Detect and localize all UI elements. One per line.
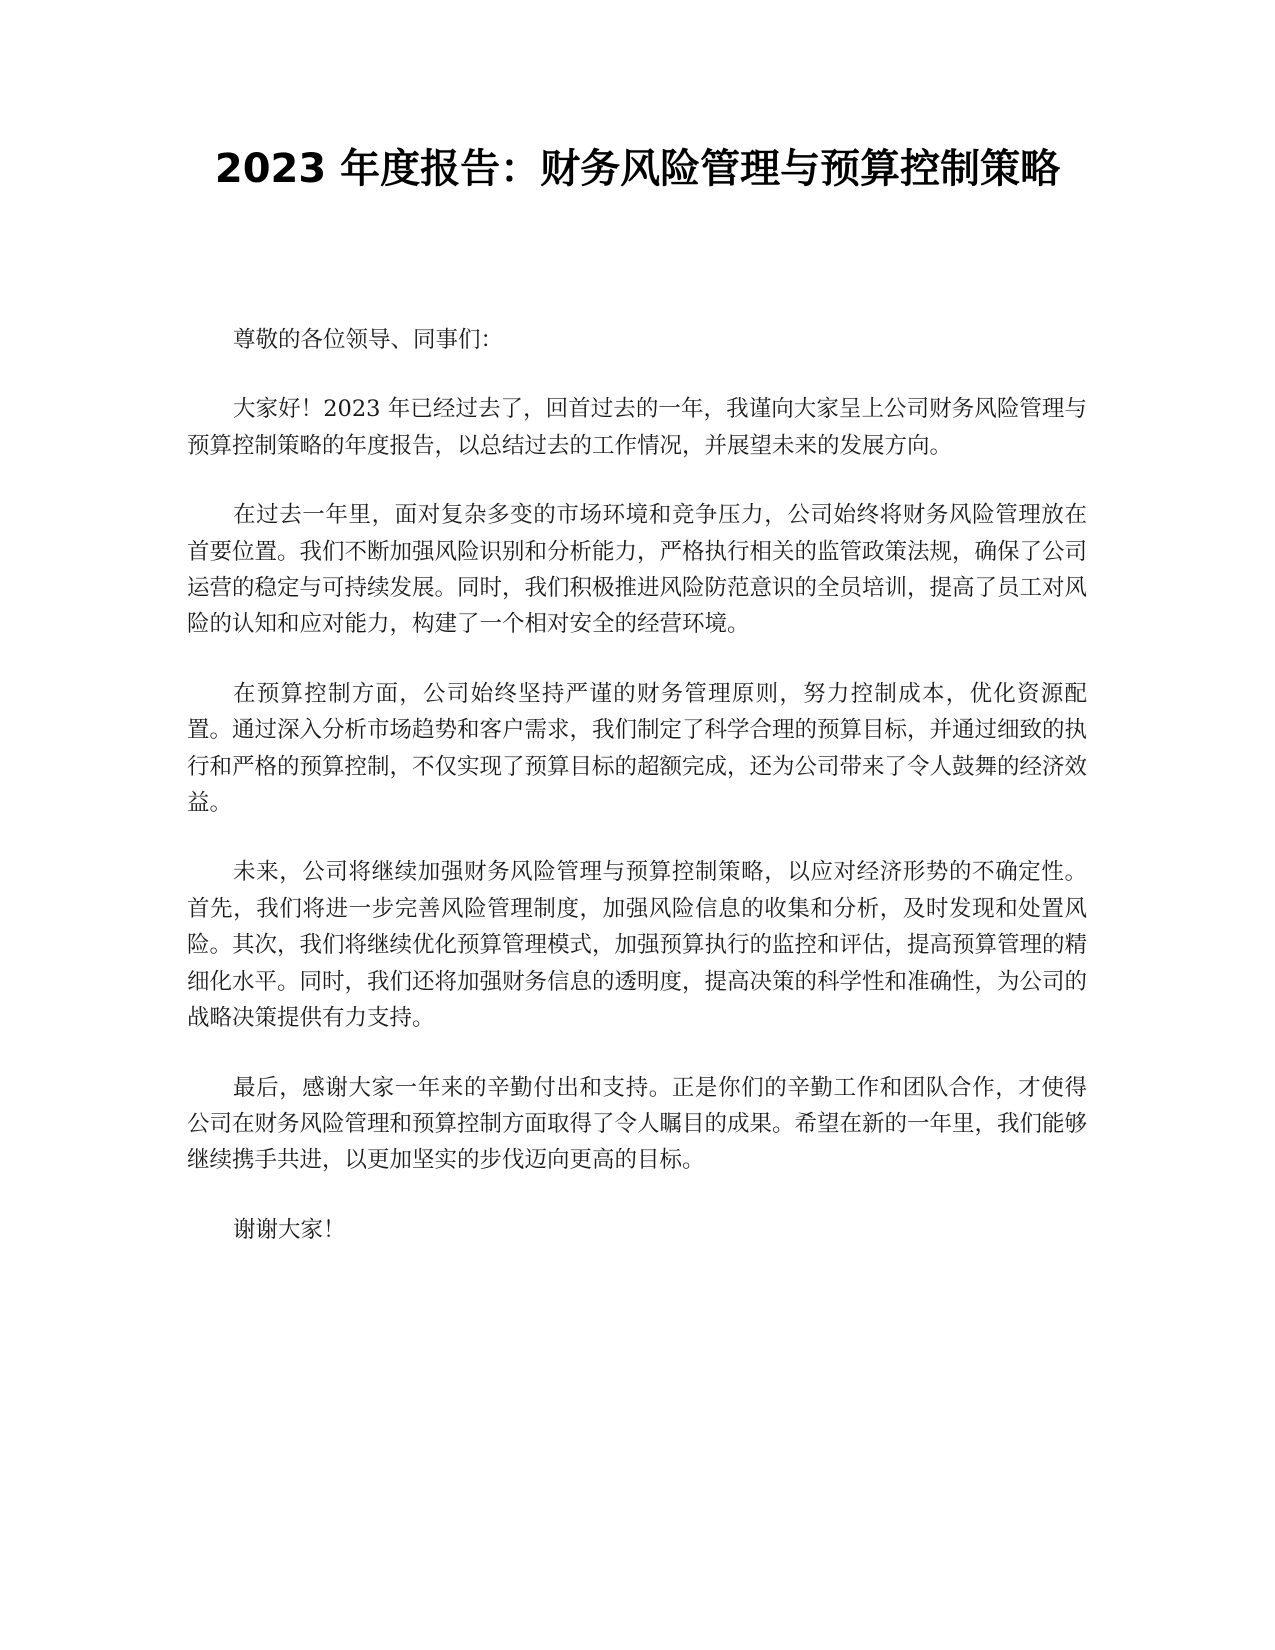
budget-control-paragraph: 在预算控制方面，公司始终坚持严谨的财务管理原则，努力控制成本，优化资源配置。通过深入分析市场趋势和客户需求，我们制定了科学合理的预算目标，并通过细致的执行和严格的预算控制，不仅实现了预算目标的超额完成，还为公司带来了令人鼓舞的经济效益。 <box>187 680 1088 817</box>
document-title: 2023 年度报告：财务风险管理与预算控制策略 <box>214 146 1061 192</box>
risk-management-paragraph: 在过去一年里，面对复杂多变的市场环境和竞争压力，公司始终将财务风险管理放在首要位置。我们不断加强风险识别和分析能力，严格执行相关的监管政策法规，确保了公司运营的稳定与可持续发展。同时，我们积极推进风险防范意识的全员培训，提高了员工对风险的认知和应对能力，构建了一个相对安全的经营环境。 <box>187 502 1088 638</box>
thanks-paragraph: 最后，感谢大家一年来的辛勤付出和支持。正是你们的辛勤工作和团队合作，才使得公司在财务风险管理和预算控制方面取得了令人瞩目的成果。希望在新的一年里，我们能够继续携手共进，以更加坚实的步伐迈向更高的目标。 <box>187 1074 1088 1174</box>
closing-paragraph: 谢谢大家！ <box>233 1216 346 1243</box>
salutation-paragraph: 尊敬的各位领导、同事们： <box>233 327 504 353</box>
future-plan-paragraph: 未来，公司将继续加强财务风险管理与预算控制策略，以应对经济形势的不确定性。首先，我们将进一步完善风险管理制度，加强风险信息的收集和分析，及时发现和处置风险。其次，我们将继续优化预算管理模式，加强预算执行的监控和评估，提高预算管理的精细化水平。同时，我们还将加强财务信息的透明度，提高决策的科学性和准确性，为公司的战略决策提供有力支持。 <box>187 859 1088 1032</box>
intro-paragraph: 大家好！2023 年已经过去了，回首过去的一年，我谨向大家呈上公司财务风险管理与预算控制策略的年度报告，以总结过去的工作情况，并展望未来的发展方向。 <box>187 396 1087 459</box>
document-body <box>187 322 1087 1281</box>
